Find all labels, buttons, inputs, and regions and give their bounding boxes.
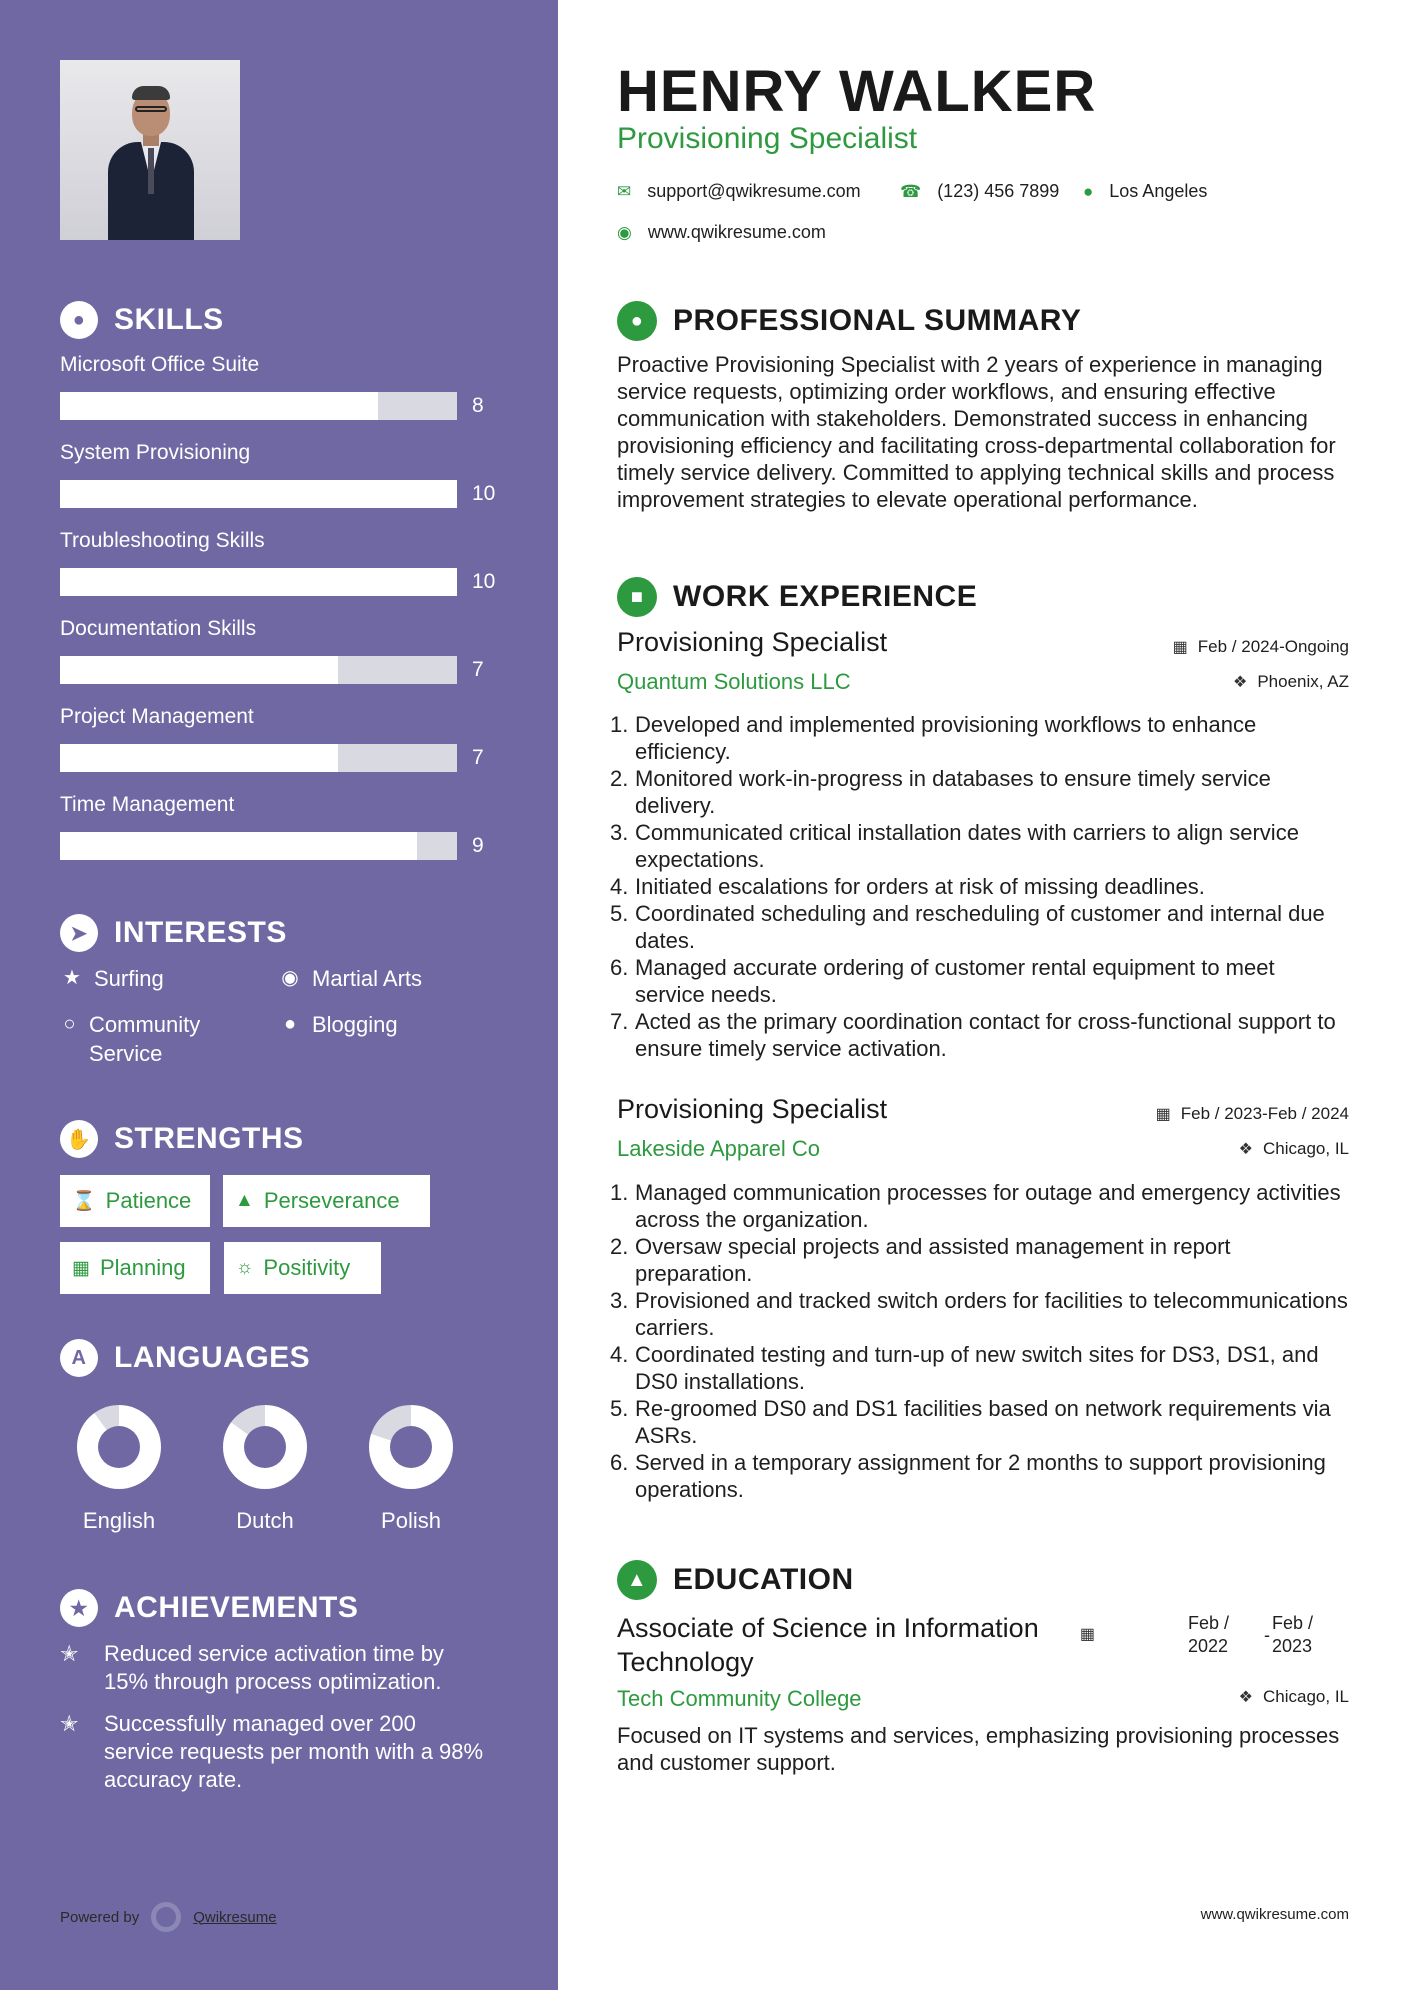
- contact-phone[interactable]: ☎ (123) 456 7899: [900, 181, 1060, 201]
- calendar-icon-wrap: [1080, 1624, 1095, 1644]
- skill-value: 10: [472, 570, 496, 593]
- skill-name: Project Management: [60, 705, 254, 728]
- qwikresume-logo-icon: [151, 1902, 181, 1932]
- school-name: Tech Community College: [617, 1686, 862, 1711]
- education-start-date: Feb / 2022: [1188, 1613, 1230, 1656]
- lightbulb-icon: ●: [60, 301, 98, 339]
- language-label: Dutch: [236, 1508, 294, 1533]
- contact-website[interactable]: ◉ www.qwikresume.com: [617, 222, 826, 242]
- achievements-heading: ★ ACHIEVEMENTS: [60, 1589, 358, 1627]
- interests-heading: ➤ INTERESTS: [60, 914, 287, 952]
- phone-icon: ☎: [900, 181, 922, 201]
- contact-location: ● Los Angeles: [1083, 181, 1208, 201]
- education-description: Focused on IT systems and services, emphasizing provisioning processes and customer support.: [617, 1723, 1340, 1775]
- paper-plane-icon: ➤: [60, 914, 98, 952]
- list-item: 5. Coordinated scheduling and rescheduling of customer and internal due dates.: [610, 901, 1325, 953]
- road-icon: ▲: [235, 1190, 254, 1211]
- degree-title: Associate of Science in Information Technology: [617, 1613, 1039, 1677]
- calendar-icon: ▦: [1155, 1106, 1171, 1123]
- sun-icon: ☼: [236, 1257, 254, 1278]
- job-dates: ▦ Feb / 2023-Feb / 2024: [1155, 1104, 1349, 1123]
- skills-heading: ● SKILLS: [60, 301, 224, 339]
- hand-icon: ○: [63, 1013, 76, 1035]
- skill-name: Documentation Skills: [60, 617, 257, 640]
- pin-icon: ❖: [1232, 674, 1248, 691]
- date-separator: -: [1264, 1625, 1270, 1645]
- skill-name: Troubleshooting Skills: [60, 529, 265, 552]
- calendar-icon: ▦: [72, 1257, 90, 1279]
- list-item: 4. Initiated escalations for orders at risk of missing deadlines.: [610, 874, 1205, 899]
- fist-icon: ✋: [60, 1120, 98, 1158]
- strength-badge: ☼ Positivity: [224, 1242, 381, 1294]
- strengths-heading: ✋ STRENGTHS: [60, 1120, 304, 1158]
- hourglass-icon: ⌛: [72, 1191, 96, 1212]
- skill-value: 8: [472, 394, 484, 417]
- skill-value: 10: [472, 482, 496, 505]
- brand-link[interactable]: Qwikresume: [193, 1908, 277, 1926]
- summary-text: Proactive Provisioning Specialist with 2 years of experience in managing service requests, optimizing order workflows, and ensuring effective communication with stakeholders. Demonstrated success in enhancing provisioning efficiency and facilitating cross-departmental collaboration for timely service delivery. Committed to applying technical skills and process improvement strategies to elevate operational performance.: [617, 352, 1336, 512]
- star-burst-icon: ✭: [60, 1641, 79, 1666]
- footer-website[interactable]: www.qwikresume.com: [1200, 1906, 1349, 1923]
- education-heading: ▲ EDUCATION: [617, 1560, 854, 1600]
- language-icon: A: [60, 1339, 98, 1377]
- skill-value: 7: [472, 746, 484, 769]
- job-location: ❖ Phoenix, AZ: [1232, 672, 1349, 691]
- contact-email[interactable]: ✉ support@qwikresume.com: [617, 181, 861, 201]
- list-item: 2. Monitored work-in-progress in databases to ensure timely service delivery.: [610, 766, 1271, 818]
- star-burst-icon: ✭: [60, 1711, 79, 1736]
- briefcase-icon: ■: [617, 577, 657, 617]
- graduation-cap-icon: ▲: [617, 1560, 657, 1600]
- list-item: 1. Managed communication processes for outage and emergency activities across the organization.: [610, 1180, 1341, 1232]
- language-ring: [77, 1405, 161, 1489]
- sidebar: [0, 0, 558, 1990]
- language-label: Polish: [381, 1508, 441, 1533]
- strength-badge: ▲ Perseverance: [223, 1175, 430, 1227]
- skill-bar: [60, 744, 457, 772]
- skill-value: 7: [472, 658, 484, 681]
- candidate-role: Provisioning Specialist: [617, 122, 918, 155]
- job-dates: ▦ Feb / 2024-Ongoing: [1172, 637, 1349, 656]
- profile-photo: [60, 60, 240, 240]
- job-company: Lakeside Apparel Co: [617, 1136, 821, 1161]
- skill-bar: [60, 832, 457, 860]
- list-item: 4. Coordinated testing and turn-up of new switch sites for DS3, DS1, and DS0 installations.: [610, 1342, 1319, 1394]
- skill-name: Time Management: [60, 793, 235, 816]
- strength-badge: ⌛ Patience: [60, 1175, 210, 1227]
- skill-bar: [60, 392, 457, 420]
- candidate-name: HENRY WALKER: [617, 59, 1097, 124]
- calendar-icon: ▦: [1172, 639, 1188, 656]
- pin-icon: ❖: [1238, 1689, 1253, 1706]
- users-icon: ●: [283, 1013, 297, 1035]
- achievement-item: ✭ Successfully managed over 200 service requests per month with a 98% accuracy rate.: [60, 1711, 484, 1792]
- job-title: Provisioning Specialist: [617, 627, 888, 657]
- list-item: 2. Oversaw special projects and assisted management in report preparation.: [610, 1234, 1231, 1286]
- list-item: 7. Acted as the primary coordination contact for cross-functional support to ensure timely service activation.: [610, 1009, 1336, 1061]
- language-ring: [223, 1405, 307, 1489]
- calendar-icon: ▦: [1079, 1626, 1095, 1643]
- skill-bar: [60, 656, 457, 684]
- language-label: English: [82, 1508, 156, 1533]
- school-location: ❖ Chicago, IL: [1238, 1687, 1349, 1706]
- skill-name: System Provisioning: [60, 441, 251, 464]
- experience-heading: ■ WORK EXPERIENCE: [617, 577, 977, 617]
- job-duties-list: [610, 1179, 1350, 1503]
- skill-name: Microsoft Office Suite: [60, 353, 260, 376]
- interest-item: ● Blogging: [278, 1010, 398, 1039]
- job-location: ❖ Chicago, IL: [1238, 1139, 1349, 1158]
- interest-item: ◉ Martial Arts: [278, 964, 422, 993]
- globe-icon: ◉: [617, 222, 632, 242]
- star-icon: ★: [63, 967, 81, 989]
- award-star-icon: ★: [60, 1589, 98, 1627]
- list-item: 1. Developed and implemented provisioning workflows to enhance efficiency.: [610, 712, 1257, 764]
- globe-icon: ◉: [281, 967, 299, 989]
- job-duties-list: [610, 711, 1350, 1062]
- list-item: 5. Re-groomed DS0 and DS1 facilities based on network requirements via ASRs.: [610, 1396, 1331, 1448]
- list-item: 3. Communicated critical installation dates with carriers to align service expectations.: [610, 820, 1299, 872]
- education-end-date: Feb / 2023: [1272, 1613, 1314, 1656]
- envelope-icon: ✉: [617, 181, 632, 201]
- user-icon: ●: [617, 301, 657, 341]
- job-title: Provisioning Specialist: [617, 1094, 888, 1124]
- language-ring: [369, 1405, 453, 1489]
- list-item: 3. Provisioned and tracked switch orders for facilities to telecommunications carriers.: [610, 1288, 1348, 1340]
- job-company: Quantum Solutions LLC: [617, 669, 851, 694]
- powered-by: Powered by Qwikresume: [60, 1902, 277, 1932]
- languages-heading: A LANGUAGES: [60, 1339, 310, 1377]
- interest-item: ○ Community Service: [60, 1010, 240, 1068]
- pin-icon: ❖: [1238, 1141, 1253, 1158]
- interest-item: ★ Surfing: [60, 964, 164, 993]
- achievement-item: ✭ Reduced service activation time by 15% through process optimization.: [60, 1641, 444, 1694]
- summary-heading: ● PROFESSIONAL SUMMARY: [617, 301, 1081, 341]
- strength-badge: ▦ Planning: [60, 1242, 210, 1294]
- list-item: 6. Managed accurate ordering of customer rental equipment to meet service needs.: [610, 955, 1275, 1007]
- skill-value: 9: [472, 834, 484, 857]
- map-pin-icon: ●: [1083, 181, 1094, 201]
- skill-bar: [60, 568, 457, 596]
- list-item: 6. Served in a temporary assignment for 2 months to support provisioning operations.: [610, 1450, 1326, 1502]
- skill-bar: [60, 480, 457, 508]
